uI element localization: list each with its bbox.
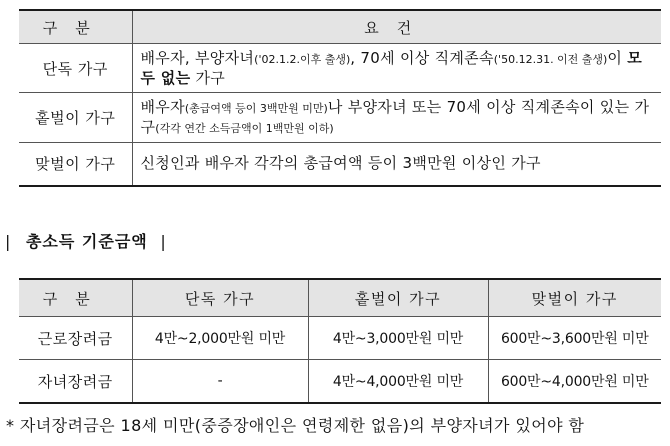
- section-title-close-bar: |: [160, 232, 167, 251]
- amount-cell: -: [132, 360, 308, 404]
- income-threshold-table: [19, 278, 661, 404]
- section-title-open-bar: |: [5, 232, 12, 251]
- requirement-text: 배우자: [140, 97, 185, 116]
- column-header-division: 구분: [19, 279, 132, 317]
- amount-cell: 4만~2,000만원 미만: [132, 317, 308, 360]
- requirement-emphasis: 모두 없는: [140, 48, 643, 87]
- column-header-single-earner: 홑벌이 가구: [308, 279, 488, 317]
- amount-cell: 4만~4,000만원 미만: [308, 360, 488, 404]
- table-header-row: [19, 10, 661, 44]
- amount-cell: 600만~3,600만원 미만: [488, 317, 661, 360]
- requirement-single-earner: [132, 93, 661, 143]
- column-header-dual-earner: 맞벌이 가구: [488, 279, 661, 317]
- requirement-dual-earner: [132, 143, 661, 186]
- row-label: 근로장려금: [19, 317, 132, 360]
- requirement-text: 이: [607, 48, 628, 67]
- column-header-single: 단독 가구: [132, 279, 308, 317]
- column-header-requirement: 요건: [132, 10, 661, 44]
- requirement-text: 배우자, 부양자녀: [140, 48, 255, 67]
- requirement-note: ('50.12.31. 이전 출생): [493, 52, 608, 66]
- table-row-dual-earner: [19, 143, 661, 186]
- column-header-division: 구분: [19, 10, 132, 44]
- requirement-text: , 70세 이상 직계존속: [350, 48, 494, 67]
- requirement-text: 신청인과 배우자 각각의 총급여액 등이 3백만원 이상인 가구: [140, 154, 541, 173]
- requirement-single: [132, 44, 661, 93]
- requirement-text: 나 부양자녀 또는 70세 이상 직계존속이 있는 가구: [140, 97, 650, 136]
- table-row-single-earner: [19, 93, 661, 143]
- requirement-note: (각각 연간 소득금액이 1백만원 이하): [155, 121, 334, 135]
- requirement-note: (총급여액 등이 3백만원 미만): [184, 101, 328, 115]
- footnote: * 자녀장려금은 18세 미만(중증장애인은 연령제한 없음)의 부양자녀가 있어야 함: [6, 416, 585, 435]
- table-row-single: [19, 44, 661, 93]
- row-label-single: 단독 가구: [19, 44, 132, 93]
- section-title: [5, 229, 167, 252]
- amount-cell: 4만~3,000만원 미만: [308, 317, 488, 360]
- requirement-note: ('02.1.2.이후 출생): [254, 52, 351, 66]
- table-header-row: [19, 279, 661, 317]
- household-requirements-table: [19, 9, 661, 187]
- row-label-dual-earner: 맞벌이 가구: [19, 143, 132, 186]
- amount-cell: 600만~4,000만원 미만: [488, 360, 661, 404]
- requirement-text: 가구: [190, 68, 226, 87]
- section-title-text: 총소득 기준금액: [25, 232, 148, 251]
- row-label-single-earner: 홑벌이 가구: [19, 93, 132, 143]
- row-label: 자녀장려금: [37, 372, 113, 391]
- table-row-earned-income-credit: [19, 317, 661, 360]
- table-row-child-credit: [19, 360, 661, 404]
